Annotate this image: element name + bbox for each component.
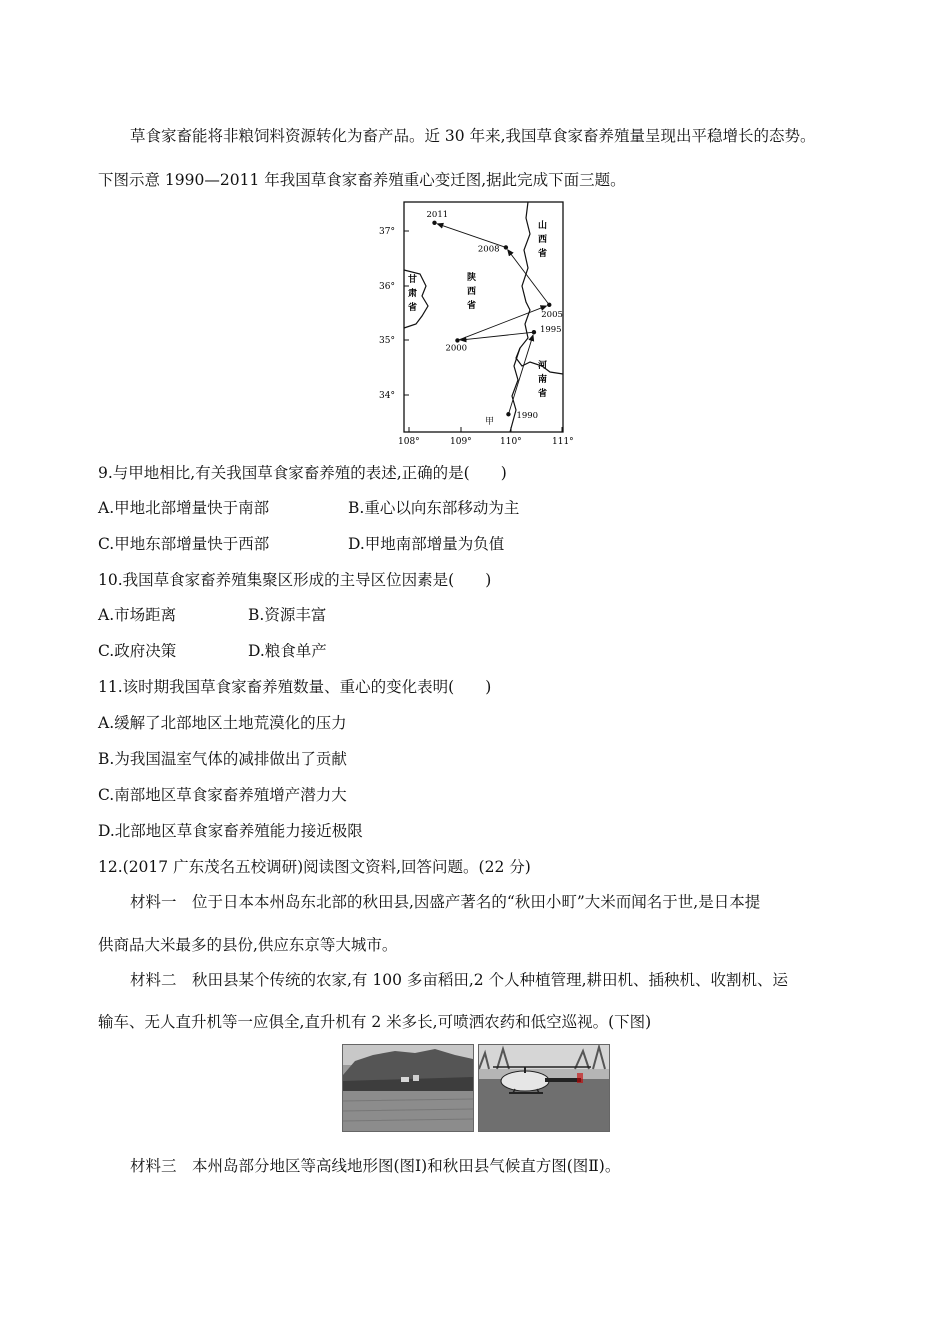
center-point	[504, 245, 508, 249]
q10-option-a: A.市场距离	[98, 606, 177, 624]
lon-label: 109°	[450, 437, 472, 447]
q10-option-b: B.资源丰富	[248, 606, 327, 624]
map-ticks	[404, 231, 562, 432]
material-1-line-1: 材料一 位于日本本州岛东北部的秋田县,因盛产著名的“秋田小町”大米而闻名于世,是日本提	[130, 893, 761, 911]
center-of-gravity-map	[378, 198, 578, 448]
center-point	[506, 412, 510, 416]
material-2-line-1: 材料二 秋田县某个传统的农家,有 100 多亩稻田,2 个人种植管理,耕田机、插秧机、收割机、运	[130, 971, 789, 989]
svg-text:西: 西	[467, 287, 477, 297]
lat-label: 34°	[379, 391, 395, 401]
province-henan	[538, 359, 547, 399]
svg-text:陕: 陕	[467, 273, 477, 283]
q12-stem: 12.(2017 广东茂名五校调研)阅读图文资料,回答问题。(22 分)	[98, 858, 531, 876]
helicopter-photo	[478, 1044, 610, 1132]
year-label: 2008	[477, 244, 500, 255]
year-label: 2000	[445, 343, 468, 354]
province-shaanxi	[467, 271, 476, 311]
svg-text:西: 西	[538, 235, 548, 245]
q11-option-c: C.南部地区草食家畜养殖增产潜力大	[98, 786, 347, 804]
lat-label: 35°	[379, 336, 395, 346]
province-gansu	[408, 273, 417, 313]
center-point	[532, 330, 536, 334]
svg-text:省: 省	[538, 249, 548, 259]
q9-option-a: A.甲地北部增量快于南部	[98, 499, 270, 517]
q11-option-a: A.缓解了北部地区土地荒漠化的压力	[98, 714, 347, 732]
lat-label: 37°	[379, 227, 395, 237]
year-label: 1990	[516, 411, 539, 422]
center-point	[432, 221, 436, 225]
lon-label: 111°	[552, 437, 574, 447]
lat-label: 36°	[379, 282, 395, 292]
q10-option-c: C.政府决策	[98, 642, 177, 660]
q11-option-d: D.北部地区草食家畜养殖能力接近极限	[98, 822, 363, 840]
svg-text:肃: 肃	[408, 289, 418, 299]
route-arrow	[460, 332, 534, 340]
province-shanxi	[538, 219, 547, 259]
q9-stem: 9.与甲地相比,有关我国草食家畜养殖的表述,正确的是( )	[98, 464, 507, 482]
q9-option-c: C.甲地东部增量快于西部	[98, 535, 270, 553]
intro-line-1: 草食家畜能将非粮饲料资源转化为畜产品。近 30 年来,我国草食家畜养殖量呈现出平稳增长的态势。	[130, 127, 816, 145]
lon-label: 108°	[398, 437, 420, 447]
year-label: 1995	[539, 325, 562, 336]
center-point	[455, 338, 459, 342]
material-3: 材料三 本州岛部分地区等高线地形图(图Ⅰ)和秋田县气候直方图(图Ⅱ)。	[130, 1157, 621, 1175]
lon-label: 110°	[500, 437, 522, 447]
rice-field-photo	[342, 1044, 474, 1132]
center-point	[547, 303, 551, 307]
svg-text:南: 南	[538, 375, 548, 385]
intro-line-2: 下图示意 1990—2011 年我国草食家畜养殖重心变迁图,据此完成下面三题。	[98, 171, 626, 189]
q10-stem: 10.我国草食家畜养殖集聚区形成的主导区位因素是( )	[98, 571, 492, 589]
year-label: 2011	[426, 209, 449, 220]
q9-option-d: D.甲地南部增量为负值	[348, 535, 505, 553]
q9-option-b: B.重心以向东部移动为主	[348, 499, 520, 517]
q11-option-b: B.为我国温室气体的减排做出了贡献	[98, 750, 347, 768]
year-label: 2005	[541, 309, 563, 320]
material-2-line-2: 输车、无人直升机等一应俱全,直升机有 2 米多长,可喷洒农药和低空巡视。(下图)	[98, 1013, 652, 1031]
svg-text:河: 河	[538, 361, 548, 371]
svg-text:甘: 甘	[408, 275, 418, 285]
svg-text:省: 省	[467, 301, 477, 311]
material-1-line-2: 供商品大米最多的县份,供应东京等大城市。	[98, 936, 398, 954]
q10-option-d: D.粮食单产	[248, 642, 327, 660]
svg-text:省: 省	[538, 389, 548, 399]
jia-label: 甲	[485, 417, 495, 427]
q11-stem: 11.该时期我国草食家畜养殖数量、重心的变化表明( )	[98, 678, 492, 696]
svg-text:山: 山	[538, 221, 548, 231]
svg-text:省: 省	[408, 303, 418, 313]
